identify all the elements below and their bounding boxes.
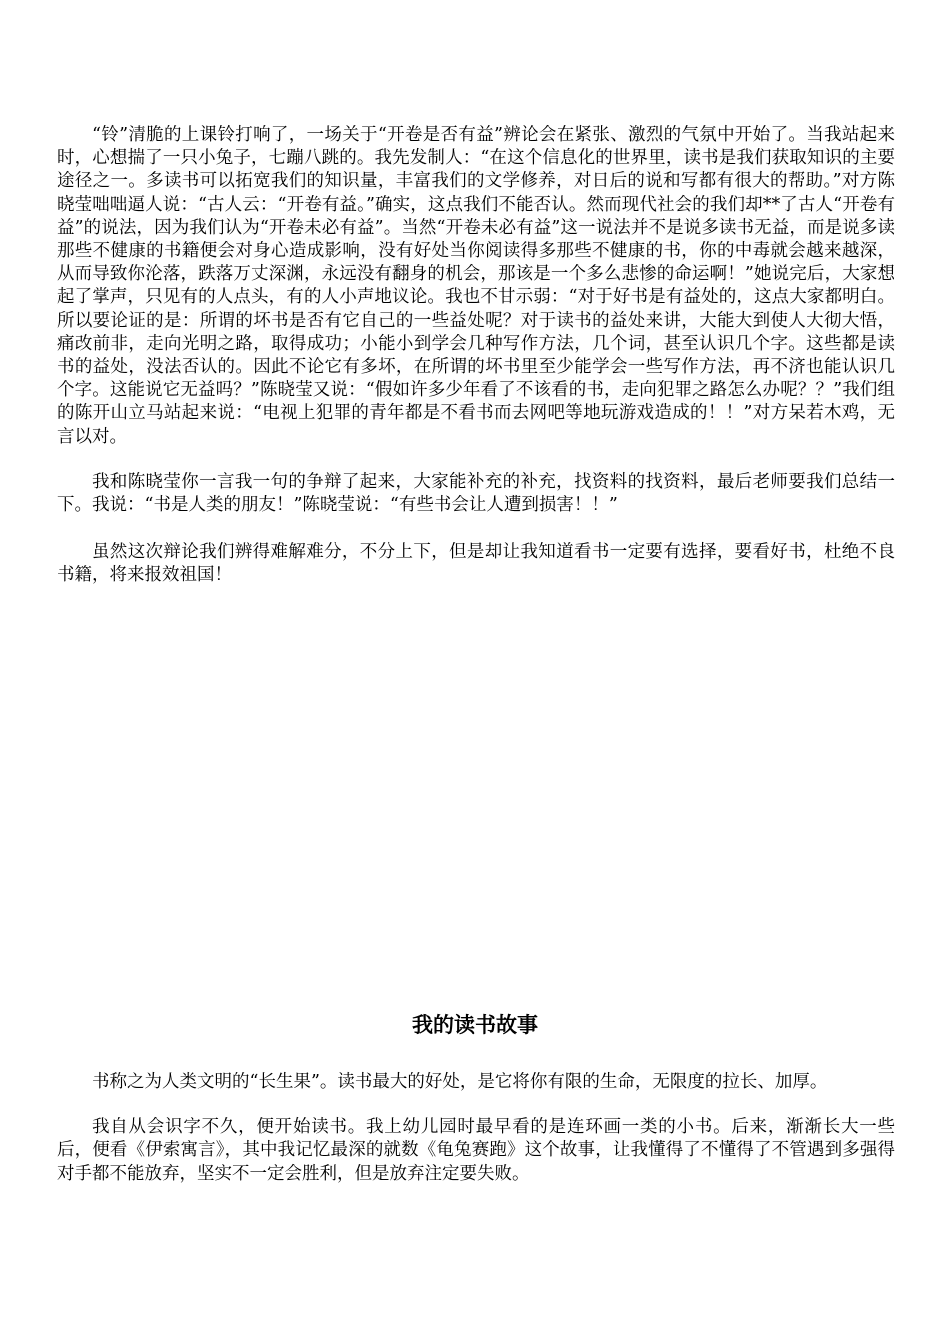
paragraph-intro: 书称之为人类文明的“长生果”。读书最大的好处，是它将你有限的生命，无限度的拉长、加厚。 bbox=[92, 1072, 828, 1092]
reading-story-article bbox=[57, 1071, 895, 1186]
debate-article bbox=[57, 124, 895, 588]
paragraph-debate: “铃”清脆的上课铃打响了，一场关于“开卷是否有益”辨论会在紧张、激烈的气氛中开始了。当我站起来时，心想揣了一只小兔子，七蹦八跳的。我先发制人：“在这个信息化的世界里，读书是我们获取知识的主要途径之一。多读书可以拓宽我们的知识量，丰富我们的文学修养，对日后的说和写都有很大的帮助。”对方陈晓莹咄咄逼人说：“古人云：“开卷有益。”确实，这点我们不能否认。然而现代社会的我们却**了古人“开卷有益”的说法，因为我们认为“开卷未必有益”。当然“开卷未必有益”这一说法并不是说多读书无益，而是说多读那些不健康的书籍便会对身心造成影响，没有好处当你阅读得多那些不健康的书，你的中毒就会越来越深，从而导致你沦落，跌落万丈深渊，永远没有翻身的机会，那该是一个多么悲惨的命运啊！”她说完后，大家想起了掌声，只见有的人点头，有的人小声地议论。我也不甘示弱：“对于好书是有益处的，这点大家都明白。所以要论证的是：所谓的坏书是否有它自己的一些益处呢？对于读书的益处来讲，大能大到使人大彻大悟，痛改前非，走向光明之路，取得成功；小能小到学会几种写作方法，几个词，甚至认识几个字。这些都是读书的益处，没法否认的。因此不论它有多坏，在所谓的坏书里至少能学会一些写作方法，再不济也能认识几个字。这能说它无益吗？”陈晓莹又说：“假如许多少年看了不该看的书，走向犯罪之路怎么办呢？？”我们组的陈开山立马站起来说：“电视上犯罪的青年都是不看书而去网吧等地玩游戏造成的！！”对方呆若木鸡，无言以对。 bbox=[57, 125, 895, 447]
section-title: 我的读书故事 bbox=[412, 1013, 538, 1037]
paragraph-argument: 我和陈晓莹你一言我一句的争辩了起来，大家能补充的补充，找资料的找资料，最后老师要我们总结一下。我说：“书是人类的朋友！”陈晓莹说：“有些书会让人遭到损害！！” bbox=[57, 471, 895, 516]
paragraph-childhood: 我自从会识字不久，便开始读书。我上幼儿园时最早看的是连环画一类的小书。后来，渐渐长大一些后，便看《伊索寓言》，其中我记忆最深的就数《龟兔赛跑》这个故事，让我懂得了不懂得了不管遇到多强得对手都不能放弃，坚实不一定会胜利，但是放弃注定要失败。 bbox=[57, 1117, 895, 1184]
paragraph-conclusion: 虽然这次辩论我们辨得难解难分，不分上下，但是却让我知道看书一定要有选择，要看好书，杜绝不良书籍，将来报效祖国！ bbox=[57, 542, 895, 586]
